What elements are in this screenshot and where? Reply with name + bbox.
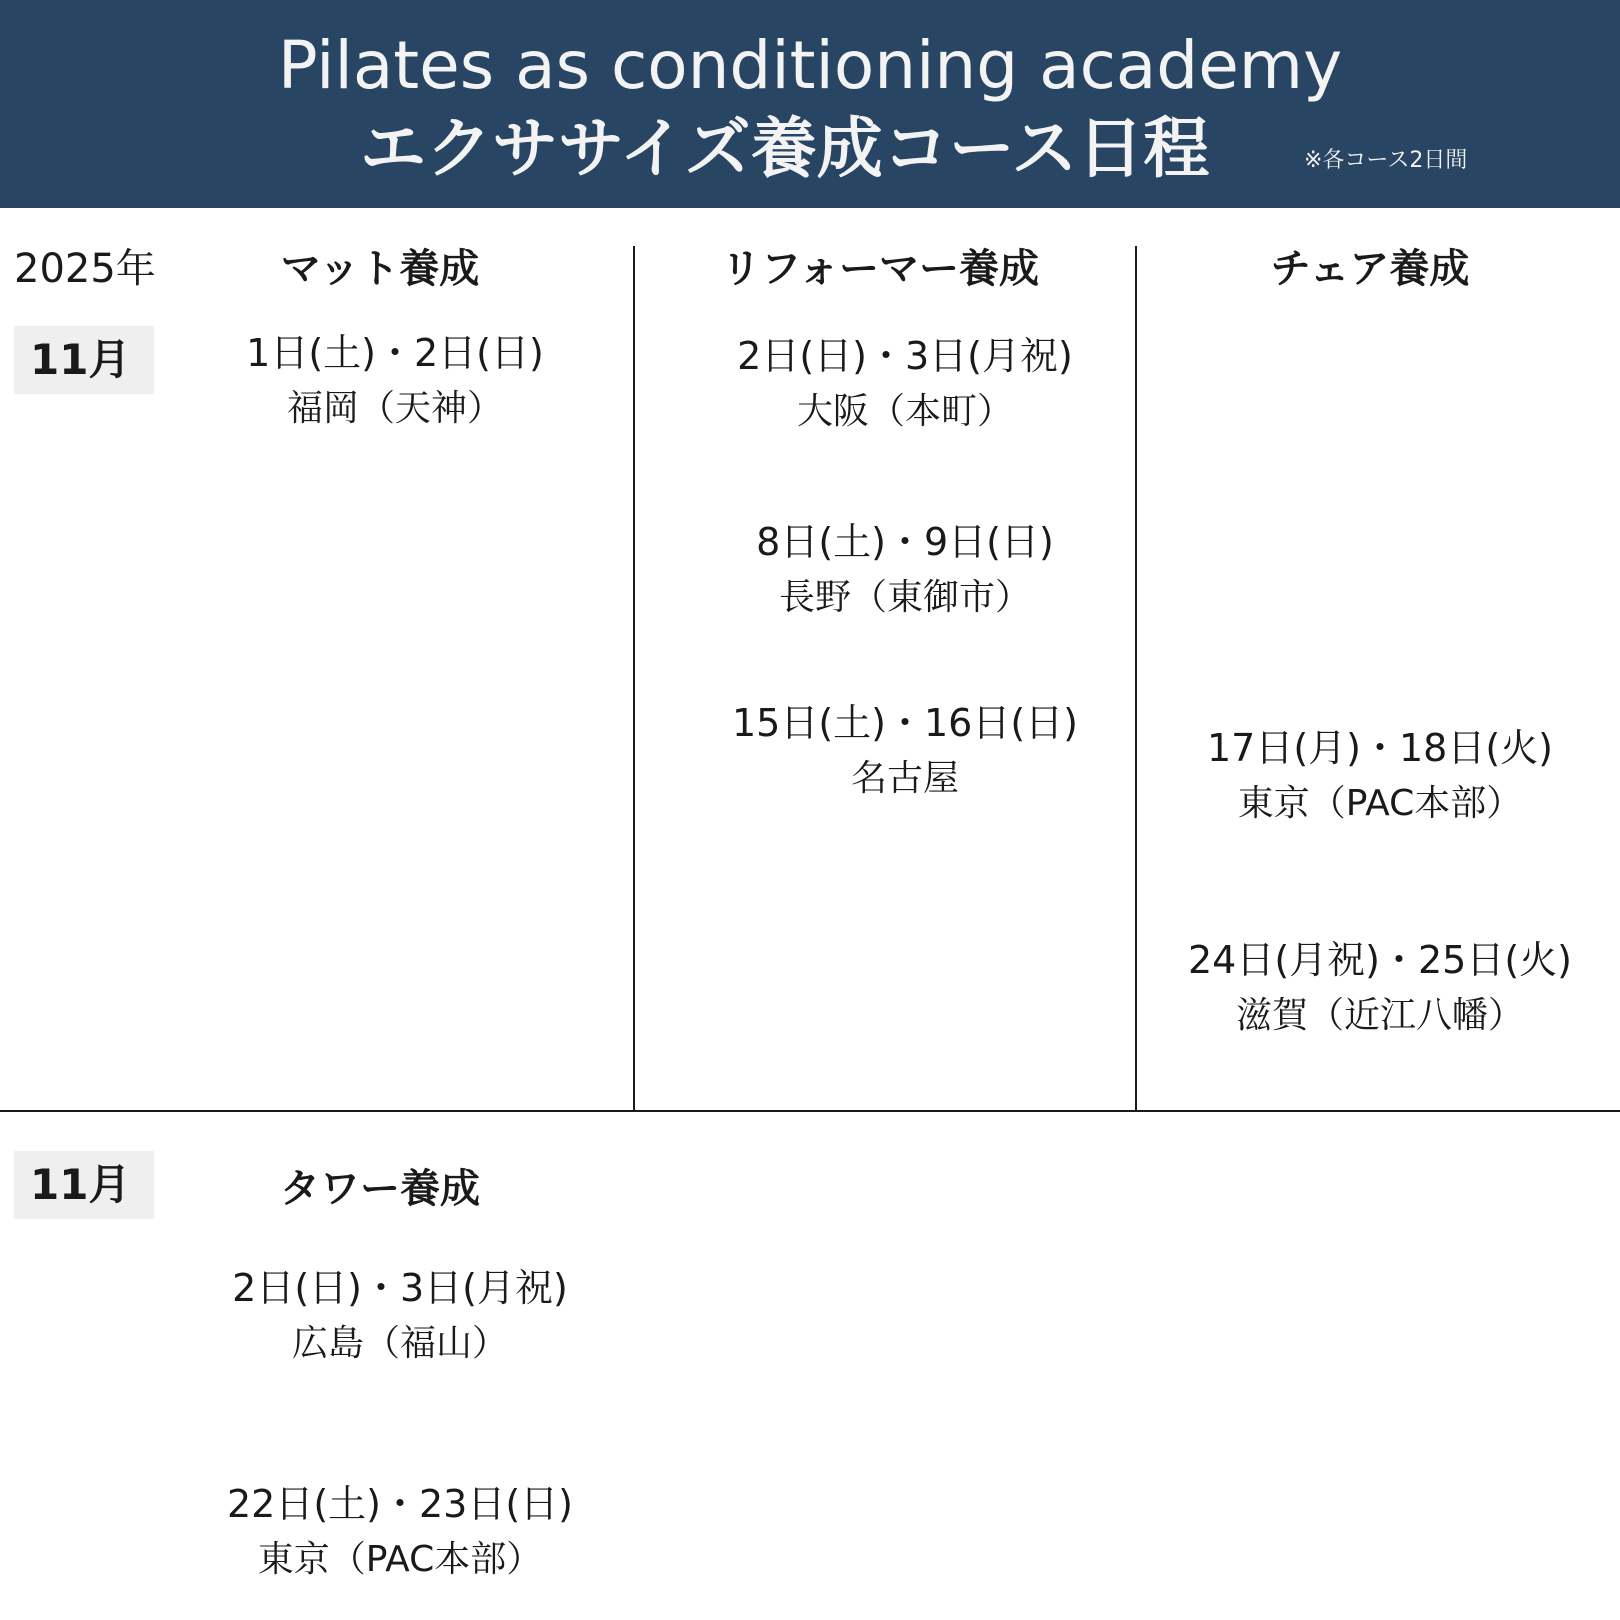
mat-course-heading: マット養成 [280,246,480,292]
session-location: 東京（PAC本部） [1237,783,1523,824]
reformer-session [660,695,1150,807]
column-divider-1 [633,246,635,1111]
session-location: 名古屋 [850,758,959,799]
mat-session [160,325,630,437]
duration-note: ※各コース2日間 [1304,148,1468,173]
title-banner [0,0,1620,208]
month-badge [14,1151,154,1219]
session-date: 22日(土)・23日(日) [226,1482,573,1526]
session-date: 8日(土)・9日(日) [756,520,1054,564]
session-date: 24日(月祝)・25日(火) [1187,938,1572,982]
month-label: 11月 [30,335,131,384]
reformer-session [660,514,1150,626]
year-label: 2025年 [14,246,156,292]
academy-title: Pilates as conditioning academy [277,27,1343,104]
tower-session [150,1260,650,1372]
session-date: 17日(月)・18日(火) [1206,726,1553,770]
session-date: 1日(土)・2日(日) [246,331,544,375]
session-location: 大阪（本町） [796,391,1013,432]
reformer-course-heading: リフォーマー養成 [721,246,1039,292]
tower-session [150,1476,650,1588]
chair-course-heading: チェア養成 [1270,246,1470,292]
session-date: 2日(日)・3日(月祝) [737,334,1073,378]
session-location: 滋賀（近江八幡） [1235,995,1524,1036]
session-location: 長野（東御市） [778,577,1031,618]
course-schedule-title: エクササイズ養成コース日程 [360,110,1210,187]
month-label: 11月 [30,1160,131,1209]
tower-course-heading: タワー養成 [280,1166,480,1212]
session-location: 広島（福山） [291,1323,508,1364]
month-badge [14,326,154,394]
section-divider [0,1110,1620,1112]
reformer-session [660,328,1150,440]
session-location: 福岡（天神） [286,388,503,429]
session-date: 15日(土)・16日(日) [731,701,1078,745]
chair-session [1140,720,1620,832]
session-location: 東京（PAC本部） [257,1539,543,1580]
chair-session [1140,932,1620,1044]
session-date: 2日(日)・3日(月祝) [232,1266,568,1310]
